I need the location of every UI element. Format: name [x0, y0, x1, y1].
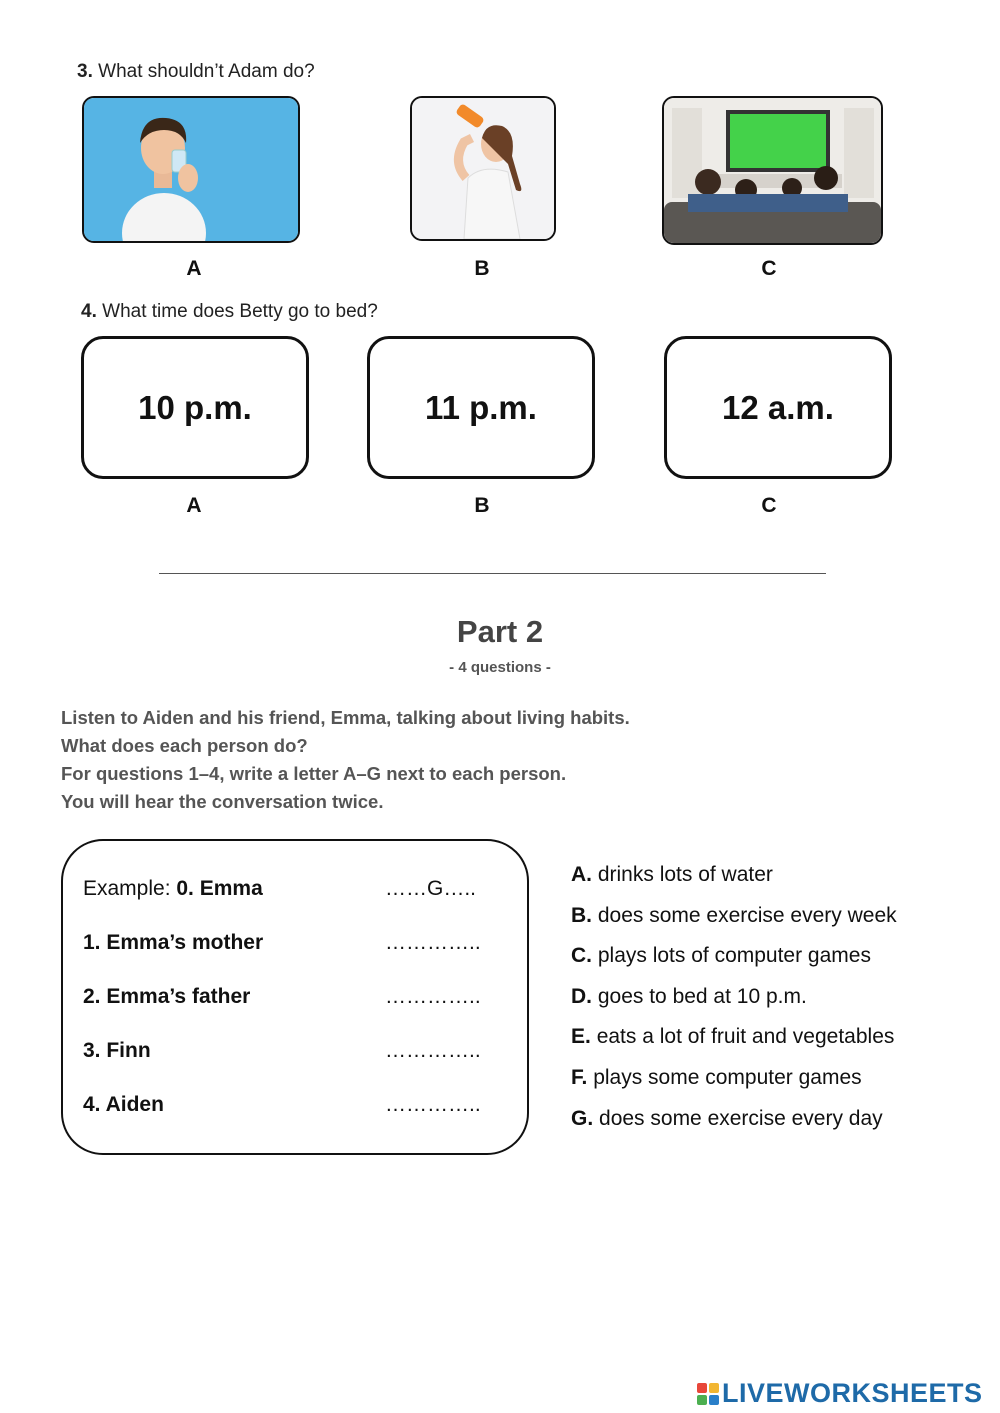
question-4-text: What time does Betty go to bed? [102, 301, 378, 322]
boy-drinking-water-image[interactable] [82, 96, 300, 243]
answer-blank-3[interactable]: ………….. [385, 1039, 481, 1062]
q3-option-b-label: B [474, 257, 490, 280]
example-answer: ……G….. [385, 877, 477, 900]
section-divider [159, 573, 826, 574]
example-name: 0. Emma [176, 877, 263, 900]
question-3-text: What shouldn’t Adam do? [98, 61, 315, 82]
q4-option-c-label: C [761, 494, 777, 517]
q4-option-a-label: A [186, 494, 202, 517]
question-4-number: 4. [81, 301, 97, 322]
instruction-line-4: You will hear the conversation twice. [61, 791, 384, 812]
time-option-a[interactable]: 10 p.m. [81, 336, 309, 479]
question-3-number: 3. [77, 61, 93, 82]
choice-b: B. does some exercise every week [571, 904, 897, 927]
matching-box [61, 839, 529, 1155]
person-name-4: 4. Aiden [83, 1093, 164, 1116]
person-row-2 [83, 985, 481, 1009]
liveworksheets-logo[interactable] [697, 1378, 983, 1409]
person-name-1: 1. Emma’s mother [83, 931, 264, 954]
instruction-line-3: For questions 1–4, write a letter A–G next to each person. [61, 763, 567, 784]
choice-a: A. drinks lots of water [571, 863, 773, 886]
time-option-b[interactable]: 11 p.m. [367, 336, 595, 479]
logo-icon [697, 1383, 719, 1405]
person-name-2: 2. Emma’s father [83, 985, 251, 1008]
choice-e: E. eats a lot of fruit and vegetables [571, 1025, 895, 1048]
girl-drinking-soda-image[interactable] [410, 96, 556, 241]
example-row [83, 877, 477, 901]
q3-option-c-label: C [761, 257, 777, 280]
part-2-subtitle: - 4 questions - [449, 659, 551, 676]
q4-option-b-label: B [474, 494, 490, 517]
person-row-4 [83, 1093, 481, 1117]
q3-option-a-label: A [186, 257, 202, 280]
part-2-title: Part 2 [456, 614, 544, 649]
person-name-3: 3. Finn [83, 1039, 151, 1062]
choice-g: G. does some exercise every day [571, 1107, 883, 1130]
answer-blank-4[interactable]: ………….. [385, 1093, 481, 1116]
instruction-line-1: Listen to Aiden and his friend, Emma, talking about living habits. [61, 707, 630, 728]
instruction-line-2: What does each person do? [61, 735, 308, 756]
question-4-title [81, 301, 378, 323]
person-row-3 [83, 1039, 481, 1063]
choice-f: F. plays some computer games [571, 1066, 862, 1089]
question-3-title [77, 61, 315, 83]
answer-blank-2[interactable]: ………….. [385, 985, 481, 1008]
answer-blank-1[interactable]: ………….. [385, 931, 481, 954]
person-row-1 [83, 931, 481, 955]
choice-d: D. goes to bed at 10 p.m. [571, 985, 807, 1008]
time-option-c[interactable]: 12 a.m. [664, 336, 892, 479]
choice-c: C. plays lots of computer games [571, 944, 871, 967]
logo-text: LIVEWORKSHEETS [722, 1378, 983, 1408]
example-prefix: Example: [83, 877, 177, 900]
family-watching-tv-image[interactable] [662, 96, 883, 245]
